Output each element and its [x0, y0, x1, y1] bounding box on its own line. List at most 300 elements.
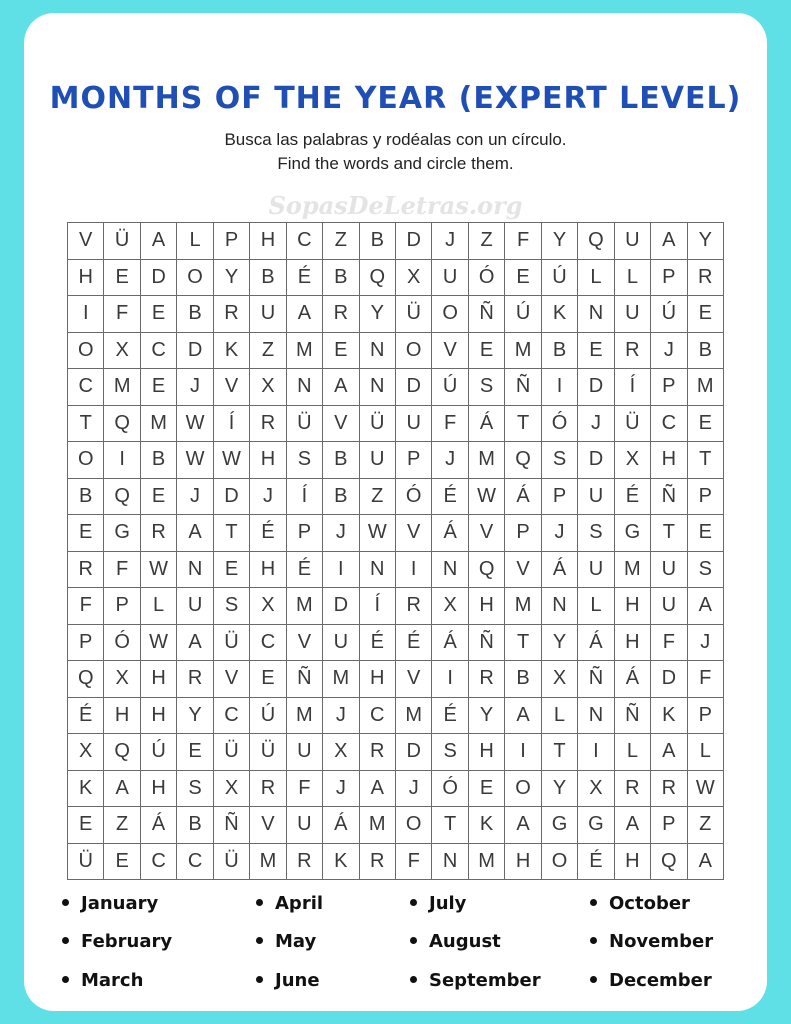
grid-cell[interactable]: T: [68, 406, 104, 443]
grid-cell[interactable]: Y: [542, 223, 578, 260]
grid-cell[interactable]: R: [651, 771, 687, 808]
grid-cell[interactable]: Q: [505, 442, 541, 479]
grid-cell[interactable]: E: [469, 771, 505, 808]
grid-cell[interactable]: H: [68, 260, 104, 297]
grid-cell[interactable]: T: [688, 442, 724, 479]
grid-cell[interactable]: Q: [104, 406, 140, 443]
grid-cell[interactable]: A: [323, 369, 359, 406]
grid-cell[interactable]: N: [432, 552, 468, 589]
grid-cell[interactable]: Á: [615, 661, 651, 698]
grid-cell[interactable]: Ú: [250, 698, 286, 735]
grid-cell[interactable]: I: [68, 296, 104, 333]
grid-cell[interactable]: M: [505, 333, 541, 370]
grid-cell[interactable]: V: [396, 661, 432, 698]
grid-cell[interactable]: W: [141, 552, 177, 589]
grid-cell[interactable]: Z: [469, 223, 505, 260]
grid-cell[interactable]: Á: [542, 552, 578, 589]
grid-cell[interactable]: Á: [432, 515, 468, 552]
grid-cell[interactable]: U: [396, 406, 432, 443]
grid-cell[interactable]: T: [432, 807, 468, 844]
grid-cell[interactable]: U: [287, 734, 323, 771]
grid-cell[interactable]: U: [651, 552, 687, 589]
grid-cell[interactable]: E: [68, 807, 104, 844]
grid-cell[interactable]: Ü: [214, 625, 250, 662]
grid-cell[interactable]: N: [360, 552, 396, 589]
grid-cell[interactable]: P: [651, 369, 687, 406]
grid-cell[interactable]: A: [505, 698, 541, 735]
grid-cell[interactable]: R: [177, 661, 213, 698]
grid-cell[interactable]: Ñ: [469, 296, 505, 333]
grid-cell[interactable]: J: [177, 479, 213, 516]
grid-cell[interactable]: B: [68, 479, 104, 516]
grid-cell[interactable]: V: [396, 515, 432, 552]
grid-cell[interactable]: H: [615, 588, 651, 625]
grid-cell[interactable]: W: [141, 625, 177, 662]
grid-cell[interactable]: U: [578, 479, 614, 516]
grid-cell[interactable]: V: [214, 369, 250, 406]
grid-cell[interactable]: Z: [360, 479, 396, 516]
grid-cell[interactable]: D: [214, 479, 250, 516]
grid-cell[interactable]: L: [615, 260, 651, 297]
grid-cell[interactable]: E: [688, 296, 724, 333]
grid-cell[interactable]: M: [250, 844, 286, 881]
grid-cell[interactable]: V: [432, 333, 468, 370]
grid-cell[interactable]: Ü: [250, 734, 286, 771]
grid-cell[interactable]: A: [505, 807, 541, 844]
grid-cell[interactable]: W: [688, 771, 724, 808]
grid-cell[interactable]: E: [688, 406, 724, 443]
grid-cell[interactable]: T: [542, 734, 578, 771]
grid-cell[interactable]: M: [360, 807, 396, 844]
grid-cell[interactable]: R: [323, 296, 359, 333]
grid-cell[interactable]: F: [68, 588, 104, 625]
grid-cell[interactable]: X: [104, 661, 140, 698]
grid-cell[interactable]: X: [250, 369, 286, 406]
grid-cell[interactable]: C: [651, 406, 687, 443]
grid-cell[interactable]: M: [469, 442, 505, 479]
grid-cell[interactable]: X: [615, 442, 651, 479]
grid-cell[interactable]: N: [360, 369, 396, 406]
grid-cell[interactable]: N: [578, 698, 614, 735]
grid-cell[interactable]: U: [323, 625, 359, 662]
grid-cell[interactable]: R: [396, 588, 432, 625]
grid-cell[interactable]: H: [615, 625, 651, 662]
grid-cell[interactable]: O: [396, 333, 432, 370]
grid-cell[interactable]: U: [360, 442, 396, 479]
grid-cell[interactable]: H: [615, 844, 651, 881]
grid-cell[interactable]: R: [250, 406, 286, 443]
grid-cell[interactable]: X: [396, 260, 432, 297]
grid-cell[interactable]: O: [177, 260, 213, 297]
grid-cell[interactable]: H: [141, 771, 177, 808]
grid-cell[interactable]: F: [432, 406, 468, 443]
grid-cell[interactable]: Í: [214, 406, 250, 443]
grid-cell[interactable]: Ú: [505, 296, 541, 333]
grid-cell[interactable]: F: [287, 771, 323, 808]
grid-cell[interactable]: E: [141, 479, 177, 516]
grid-cell[interactable]: B: [688, 333, 724, 370]
grid-cell[interactable]: S: [432, 734, 468, 771]
grid-cell[interactable]: B: [250, 260, 286, 297]
grid-cell[interactable]: D: [578, 369, 614, 406]
grid-cell[interactable]: H: [141, 661, 177, 698]
grid-cell[interactable]: X: [250, 588, 286, 625]
grid-cell[interactable]: X: [578, 771, 614, 808]
grid-cell[interactable]: R: [360, 734, 396, 771]
grid-cell[interactable]: G: [615, 515, 651, 552]
grid-cell[interactable]: H: [360, 661, 396, 698]
grid-cell[interactable]: É: [287, 260, 323, 297]
grid-cell[interactable]: Ñ: [578, 661, 614, 698]
grid-cell[interactable]: J: [432, 442, 468, 479]
grid-cell[interactable]: É: [396, 625, 432, 662]
grid-cell[interactable]: R: [141, 515, 177, 552]
grid-cell[interactable]: W: [360, 515, 396, 552]
grid-cell[interactable]: K: [68, 771, 104, 808]
grid-cell[interactable]: É: [250, 515, 286, 552]
grid-cell[interactable]: I: [396, 552, 432, 589]
grid-cell[interactable]: O: [396, 807, 432, 844]
grid-cell[interactable]: H: [651, 442, 687, 479]
grid-cell[interactable]: J: [432, 223, 468, 260]
grid-cell[interactable]: S: [688, 552, 724, 589]
grid-cell[interactable]: A: [651, 734, 687, 771]
grid-cell[interactable]: V: [250, 807, 286, 844]
grid-cell[interactable]: F: [688, 661, 724, 698]
grid-cell[interactable]: Ú: [432, 369, 468, 406]
grid-cell[interactable]: Z: [323, 223, 359, 260]
grid-cell[interactable]: C: [214, 698, 250, 735]
grid-cell[interactable]: B: [141, 442, 177, 479]
grid-cell[interactable]: Q: [68, 661, 104, 698]
grid-cell[interactable]: Á: [469, 406, 505, 443]
grid-cell[interactable]: S: [469, 369, 505, 406]
grid-cell[interactable]: É: [615, 479, 651, 516]
grid-cell[interactable]: D: [396, 369, 432, 406]
grid-cell[interactable]: E: [250, 661, 286, 698]
grid-cell[interactable]: Ü: [214, 734, 250, 771]
grid-cell[interactable]: B: [323, 479, 359, 516]
grid-cell[interactable]: M: [141, 406, 177, 443]
grid-cell[interactable]: N: [578, 296, 614, 333]
grid-cell[interactable]: Ü: [615, 406, 651, 443]
grid-cell[interactable]: H: [505, 844, 541, 881]
grid-cell[interactable]: A: [287, 296, 323, 333]
grid-cell[interactable]: C: [287, 223, 323, 260]
grid-cell[interactable]: D: [396, 223, 432, 260]
grid-cell[interactable]: I: [542, 369, 578, 406]
grid-cell[interactable]: Ó: [104, 625, 140, 662]
grid-cell[interactable]: K: [542, 296, 578, 333]
grid-cell[interactable]: P: [651, 807, 687, 844]
grid-cell[interactable]: F: [104, 296, 140, 333]
grid-cell[interactable]: Á: [505, 479, 541, 516]
grid-cell[interactable]: Z: [250, 333, 286, 370]
grid-cell[interactable]: J: [323, 698, 359, 735]
grid-cell[interactable]: T: [214, 515, 250, 552]
grid-cell[interactable]: G: [542, 807, 578, 844]
grid-cell[interactable]: P: [68, 625, 104, 662]
grid-cell[interactable]: D: [141, 260, 177, 297]
grid-cell[interactable]: N: [360, 333, 396, 370]
grid-cell[interactable]: Ü: [396, 296, 432, 333]
grid-cell[interactable]: J: [542, 515, 578, 552]
grid-cell[interactable]: R: [469, 661, 505, 698]
grid-cell[interactable]: Í: [615, 369, 651, 406]
grid-cell[interactable]: Q: [651, 844, 687, 881]
grid-cell[interactable]: N: [542, 588, 578, 625]
grid-cell[interactable]: I: [505, 734, 541, 771]
grid-cell[interactable]: R: [287, 844, 323, 881]
grid-cell[interactable]: V: [323, 406, 359, 443]
grid-cell[interactable]: M: [505, 588, 541, 625]
grid-cell[interactable]: J: [323, 515, 359, 552]
grid-cell[interactable]: L: [688, 734, 724, 771]
grid-cell[interactable]: L: [578, 588, 614, 625]
grid-cell[interactable]: L: [141, 588, 177, 625]
grid-cell[interactable]: A: [688, 588, 724, 625]
grid-cell[interactable]: B: [177, 296, 213, 333]
grid-cell[interactable]: E: [141, 369, 177, 406]
grid-cell[interactable]: E: [68, 515, 104, 552]
grid-cell[interactable]: É: [68, 698, 104, 735]
grid-cell[interactable]: V: [68, 223, 104, 260]
grid-cell[interactable]: O: [68, 442, 104, 479]
grid-cell[interactable]: X: [323, 734, 359, 771]
grid-cell[interactable]: O: [68, 333, 104, 370]
grid-cell[interactable]: Ü: [104, 223, 140, 260]
grid-cell[interactable]: R: [250, 771, 286, 808]
grid-cell[interactable]: F: [396, 844, 432, 881]
grid-cell[interactable]: H: [250, 442, 286, 479]
grid-cell[interactable]: C: [177, 844, 213, 881]
grid-cell[interactable]: P: [214, 223, 250, 260]
grid-cell[interactable]: A: [104, 771, 140, 808]
grid-cell[interactable]: A: [177, 625, 213, 662]
grid-cell[interactable]: Ü: [360, 406, 396, 443]
grid-cell[interactable]: Q: [469, 552, 505, 589]
grid-cell[interactable]: U: [615, 223, 651, 260]
grid-cell[interactable]: Y: [688, 223, 724, 260]
grid-cell[interactable]: Q: [578, 223, 614, 260]
grid-cell[interactable]: L: [542, 698, 578, 735]
grid-cell[interactable]: E: [505, 260, 541, 297]
grid-cell[interactable]: R: [214, 296, 250, 333]
grid-cell[interactable]: E: [688, 515, 724, 552]
grid-cell[interactable]: C: [250, 625, 286, 662]
grid-cell[interactable]: X: [214, 771, 250, 808]
grid-cell[interactable]: R: [615, 333, 651, 370]
grid-cell[interactable]: Y: [360, 296, 396, 333]
grid-cell[interactable]: M: [287, 698, 323, 735]
grid-cell[interactable]: J: [396, 771, 432, 808]
grid-cell[interactable]: G: [104, 515, 140, 552]
grid-cell[interactable]: H: [141, 698, 177, 735]
grid-cell[interactable]: Y: [542, 625, 578, 662]
grid-cell[interactable]: X: [542, 661, 578, 698]
grid-cell[interactable]: L: [615, 734, 651, 771]
grid-cell[interactable]: U: [651, 588, 687, 625]
grid-cell[interactable]: L: [177, 223, 213, 260]
grid-cell[interactable]: Á: [432, 625, 468, 662]
grid-cell[interactable]: B: [177, 807, 213, 844]
grid-cell[interactable]: B: [323, 442, 359, 479]
grid-cell[interactable]: J: [250, 479, 286, 516]
grid-cell[interactable]: O: [505, 771, 541, 808]
grid-cell[interactable]: N: [432, 844, 468, 881]
grid-cell[interactable]: M: [615, 552, 651, 589]
grid-cell[interactable]: Ó: [542, 406, 578, 443]
grid-cell[interactable]: Ü: [287, 406, 323, 443]
grid-cell[interactable]: E: [214, 552, 250, 589]
grid-cell[interactable]: B: [542, 333, 578, 370]
grid-cell[interactable]: C: [360, 698, 396, 735]
grid-cell[interactable]: V: [287, 625, 323, 662]
grid-cell[interactable]: Í: [360, 588, 396, 625]
grid-cell[interactable]: A: [360, 771, 396, 808]
grid-cell[interactable]: D: [578, 442, 614, 479]
grid-cell[interactable]: W: [469, 479, 505, 516]
grid-cell[interactable]: H: [469, 588, 505, 625]
grid-cell[interactable]: Q: [360, 260, 396, 297]
grid-cell[interactable]: M: [688, 369, 724, 406]
grid-cell[interactable]: M: [323, 661, 359, 698]
grid-cell[interactable]: X: [68, 734, 104, 771]
grid-cell[interactable]: U: [578, 552, 614, 589]
grid-cell[interactable]: Ó: [432, 771, 468, 808]
grid-cell[interactable]: S: [287, 442, 323, 479]
grid-cell[interactable]: Z: [688, 807, 724, 844]
grid-cell[interactable]: Ó: [396, 479, 432, 516]
grid-cell[interactable]: H: [250, 552, 286, 589]
grid-cell[interactable]: V: [469, 515, 505, 552]
grid-cell[interactable]: T: [505, 406, 541, 443]
grid-cell[interactable]: G: [578, 807, 614, 844]
grid-cell[interactable]: Ñ: [214, 807, 250, 844]
grid-cell[interactable]: W: [177, 406, 213, 443]
grid-cell[interactable]: I: [432, 661, 468, 698]
grid-cell[interactable]: E: [323, 333, 359, 370]
grid-cell[interactable]: I: [578, 734, 614, 771]
grid-cell[interactable]: K: [214, 333, 250, 370]
grid-cell[interactable]: N: [287, 369, 323, 406]
grid-cell[interactable]: Q: [104, 734, 140, 771]
grid-cell[interactable]: Ñ: [287, 661, 323, 698]
grid-cell[interactable]: H: [250, 223, 286, 260]
grid-cell[interactable]: S: [214, 588, 250, 625]
grid-cell[interactable]: H: [104, 698, 140, 735]
grid-cell[interactable]: Í: [287, 479, 323, 516]
grid-cell[interactable]: A: [615, 807, 651, 844]
grid-cell[interactable]: C: [68, 369, 104, 406]
grid-cell[interactable]: V: [505, 552, 541, 589]
grid-cell[interactable]: Ñ: [615, 698, 651, 735]
grid-cell[interactable]: Y: [177, 698, 213, 735]
grid-cell[interactable]: Y: [469, 698, 505, 735]
grid-cell[interactable]: P: [688, 479, 724, 516]
grid-cell[interactable]: D: [651, 661, 687, 698]
grid-cell[interactable]: M: [287, 588, 323, 625]
grid-cell[interactable]: X: [432, 588, 468, 625]
grid-cell[interactable]: B: [505, 661, 541, 698]
grid-cell[interactable]: Ú: [141, 734, 177, 771]
grid-cell[interactable]: T: [505, 625, 541, 662]
grid-cell[interactable]: D: [323, 588, 359, 625]
grid-cell[interactable]: J: [578, 406, 614, 443]
grid-cell[interactable]: D: [396, 734, 432, 771]
grid-cell[interactable]: Ñ: [505, 369, 541, 406]
grid-cell[interactable]: P: [688, 698, 724, 735]
grid-cell[interactable]: M: [287, 333, 323, 370]
grid-cell[interactable]: T: [651, 515, 687, 552]
grid-cell[interactable]: E: [141, 296, 177, 333]
grid-cell[interactable]: O: [432, 296, 468, 333]
grid-cell[interactable]: B: [323, 260, 359, 297]
grid-cell[interactable]: P: [505, 515, 541, 552]
grid-cell[interactable]: É: [432, 479, 468, 516]
grid-cell[interactable]: W: [214, 442, 250, 479]
grid-cell[interactable]: I: [104, 442, 140, 479]
grid-cell[interactable]: M: [469, 844, 505, 881]
grid-cell[interactable]: A: [688, 844, 724, 881]
grid-cell[interactable]: C: [141, 333, 177, 370]
grid-cell[interactable]: É: [287, 552, 323, 589]
grid-cell[interactable]: É: [432, 698, 468, 735]
grid-cell[interactable]: K: [323, 844, 359, 881]
grid-cell[interactable]: R: [615, 771, 651, 808]
grid-cell[interactable]: Y: [542, 771, 578, 808]
grid-cell[interactable]: U: [615, 296, 651, 333]
grid-cell[interactable]: E: [469, 333, 505, 370]
grid-cell[interactable]: J: [177, 369, 213, 406]
grid-cell[interactable]: Ü: [68, 844, 104, 881]
grid-cell[interactable]: Q: [104, 479, 140, 516]
grid-cell[interactable]: P: [104, 588, 140, 625]
grid-cell[interactable]: F: [104, 552, 140, 589]
grid-cell[interactable]: Ñ: [651, 479, 687, 516]
grid-cell[interactable]: O: [542, 844, 578, 881]
grid-cell[interactable]: Ú: [651, 296, 687, 333]
grid-cell[interactable]: E: [104, 844, 140, 881]
grid-cell[interactable]: J: [323, 771, 359, 808]
grid-cell[interactable]: W: [177, 442, 213, 479]
grid-cell[interactable]: S: [578, 515, 614, 552]
grid-cell[interactable]: Á: [323, 807, 359, 844]
grid-cell[interactable]: S: [177, 771, 213, 808]
grid-cell[interactable]: F: [505, 223, 541, 260]
grid-cell[interactable]: A: [141, 223, 177, 260]
grid-cell[interactable]: P: [396, 442, 432, 479]
grid-cell[interactable]: A: [177, 515, 213, 552]
grid-cell[interactable]: E: [177, 734, 213, 771]
grid-cell[interactable]: Ñ: [469, 625, 505, 662]
grid-cell[interactable]: B: [360, 223, 396, 260]
grid-cell[interactable]: E: [578, 333, 614, 370]
grid-cell[interactable]: U: [250, 296, 286, 333]
grid-cell[interactable]: S: [542, 442, 578, 479]
grid-cell[interactable]: Z: [104, 807, 140, 844]
grid-cell[interactable]: C: [141, 844, 177, 881]
grid-cell[interactable]: Á: [578, 625, 614, 662]
grid-cell[interactable]: Ó: [469, 260, 505, 297]
grid-cell[interactable]: U: [432, 260, 468, 297]
grid-cell[interactable]: R: [688, 260, 724, 297]
grid-cell[interactable]: P: [287, 515, 323, 552]
grid-cell[interactable]: M: [104, 369, 140, 406]
grid-cell[interactable]: I: [323, 552, 359, 589]
grid-cell[interactable]: K: [469, 807, 505, 844]
grid-cell[interactable]: Y: [214, 260, 250, 297]
